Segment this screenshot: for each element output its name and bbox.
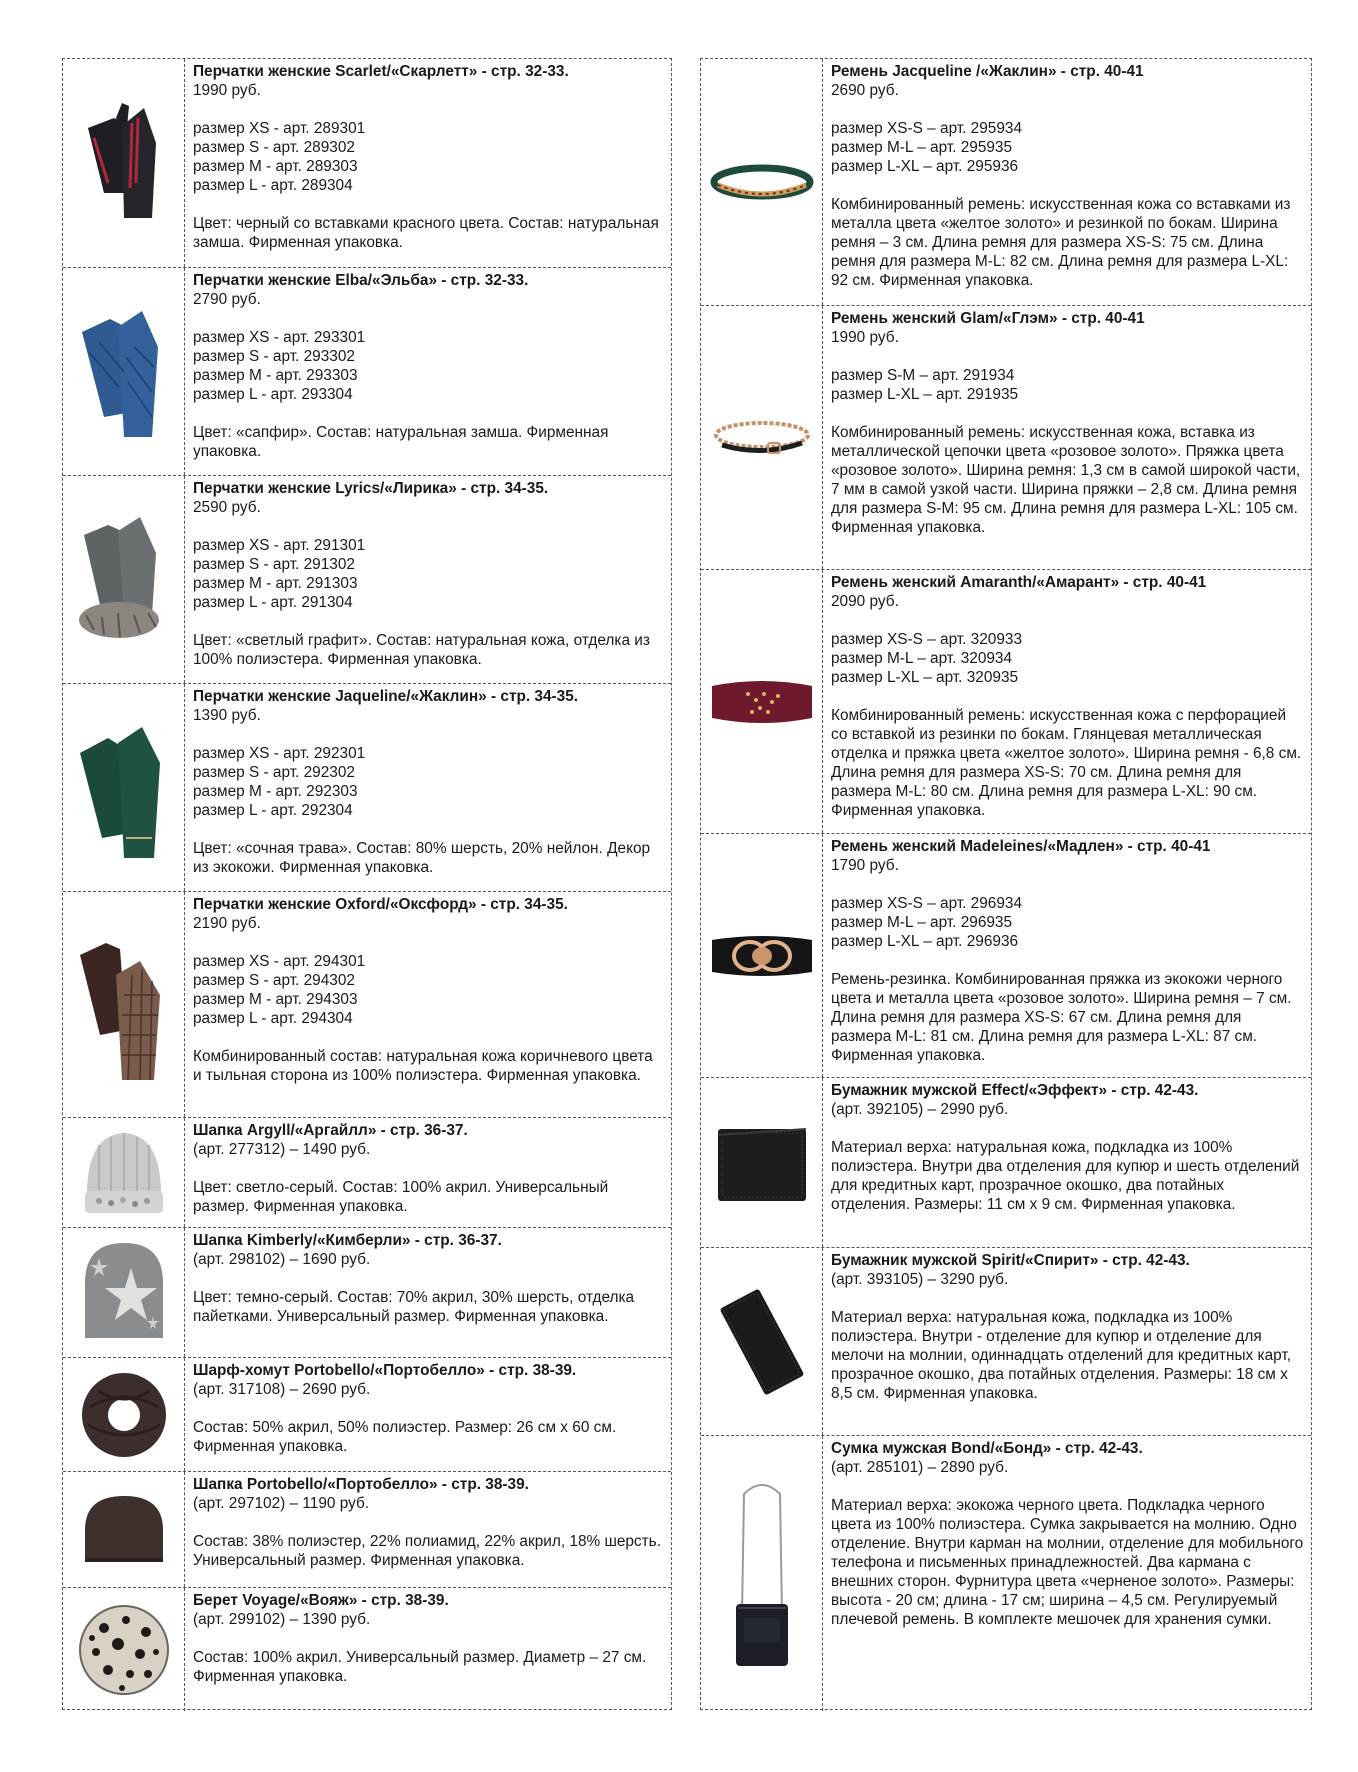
product-image-cell: [63, 59, 185, 267]
grey-leather-gloves-fur-icon: [74, 505, 174, 655]
product-title: Ремень женский Madeleines/«Мадлен» - стр. 40-41: [831, 838, 1211, 855]
right-product-column: [700, 58, 1312, 1710]
product-size: размер S - арт. 294302: [193, 972, 355, 989]
product-size: размер XS - арт. 292301: [193, 745, 366, 762]
product-size: размер M - арт. 291303: [193, 575, 358, 592]
product-image-cell: [63, 1472, 185, 1587]
product-info: [193, 62, 665, 252]
product-title: Шарф-хомут Portobello/«Портобелло» - стр. 38-39.: [193, 1362, 577, 1379]
product-title: Ремень Jacqueline /«Жаклин» - стр. 40-41: [831, 63, 1144, 80]
product-image-cell: [701, 306, 823, 569]
product-title: Перчатки женские Elba/«Эльба» - стр. 32-33.: [193, 272, 529, 289]
product-image-cell: [701, 1436, 823, 1711]
product-info: [193, 271, 665, 461]
snood-scarf-icon: [76, 1367, 172, 1463]
green-wool-gloves-icon: [74, 713, 174, 863]
product-image-cell: [701, 570, 823, 833]
product-info: [831, 573, 1305, 820]
product-price: 2790 руб.: [193, 291, 261, 308]
product-size: размер M - арт. 292303: [193, 783, 358, 800]
product-title: Шапка Kimberly/«Кимберли» - стр. 36-37.: [193, 1232, 502, 1249]
product-row: [701, 569, 1311, 833]
product-info: [193, 1231, 665, 1326]
product-image-cell: [63, 268, 185, 475]
green-gold-belt-icon: [710, 157, 814, 207]
product-price: 1390 руб.: [193, 707, 261, 724]
black-gloves-red-trim-icon: [74, 98, 174, 228]
product-size: размер L - арт. 289304: [193, 177, 353, 194]
grey-star-beanie-icon: [79, 1238, 169, 1348]
product-size: размер XS - арт. 294301: [193, 953, 366, 970]
light-grey-beanie-icon: [79, 1125, 169, 1220]
product-description: Материал верха: экокожа черного цвета. Подкладка черного цвета из 100% полиэстера. Сумка закрывается на молнию. Одно отделение. Внутри карман на молнии, отделение для мобильного телефона и письменных принадлежностей. Два кармана с внешних сторон. Фурнитура цвета «черненое золото». Размеры: высота - 20 см; длина - 17 см; ширина – 4,5 см. Регулируемый плечевой ремень. В комплекте мешочек для хранения сумки.: [831, 1497, 1304, 1628]
product-title: Бумажник мужской Effect/«Эффект» - стр. 42-43.: [831, 1082, 1199, 1099]
product-row: [63, 1357, 671, 1471]
product-description: Комбинированный ремень: искусственная кожа, вставка из металлической цепочки цвета «розовое золото». Пряжка цвета «розовое золото». Ширина ремня: 1,3 см в самой широкой части, 7 мм в самой узкой части. Ширина пряжки – 2,8 см. Длина ремня для размера S-M: 95 см. Длина ремня для размера L-XL: 105 см. Фирменная упаковка.: [831, 424, 1301, 536]
product-size: размер XS-S – арт. 320933: [831, 631, 1023, 648]
product-description: Цвет: «сочная трава». Состав: 80% шерсть, 20% нейлон. Декор из экокожи. Фирменная упаковка.: [193, 840, 651, 876]
product-description: Состав: 50% акрил, 50% полиэстер. Размер: 26 см х 60 см. Фирменная упаковка.: [193, 1419, 617, 1455]
product-size: размер M-L – арт. 296935: [831, 914, 1013, 931]
product-info: [193, 687, 665, 877]
product-row: [701, 833, 1311, 1077]
product-size: размер M-L – арт. 295935: [831, 139, 1013, 156]
product-title: Бумажник мужской Spirit/«Спирит» - стр. 42-43.: [831, 1252, 1190, 1269]
product-price: 1990 руб.: [831, 329, 899, 346]
product-price: 1790 руб.: [831, 857, 899, 874]
product-row: [63, 475, 671, 683]
product-description: Комбинированный ремень: искусственная кожа со вставками из металла цвета «желтое золото» и резинкой по бокам. Ширина ремня – 3 см. Длина ремня для размера XS-S: 75 см. Длина ремня для размера M-L: 82 см. Длина ремня для размера L-XL: 92 см. Фирменная упаковка.: [831, 196, 1291, 289]
black-bifold-wallet-icon: [712, 1121, 812, 1205]
product-size: размер S - арт. 289302: [193, 139, 355, 156]
product-info: [193, 1475, 665, 1570]
product-price: (арт. 392105) – 2990 руб.: [831, 1101, 1009, 1118]
product-price: 1990 руб.: [193, 82, 261, 99]
crossbody-bag-icon: [722, 1474, 802, 1674]
product-row: [63, 1587, 671, 1711]
product-row: [701, 1247, 1311, 1435]
product-row: [701, 1077, 1311, 1247]
product-row: [63, 1117, 671, 1227]
product-row: [701, 59, 1311, 305]
product-size: размер M - арт. 294303: [193, 991, 358, 1008]
product-info: [831, 309, 1305, 537]
product-description: Цвет: «сапфир». Состав: натуральная замша. Фирменная упаковка.: [193, 424, 609, 460]
product-image-cell: [701, 1248, 823, 1435]
product-size: размер L-XL – арт. 296936: [831, 933, 1019, 950]
product-price: (арт. 298102) – 1690 руб.: [193, 1251, 371, 1268]
product-info: [193, 1121, 665, 1216]
product-size: размер L-XL – арт. 295936: [831, 158, 1019, 175]
product-info: [193, 1591, 665, 1686]
product-info: [831, 1081, 1305, 1214]
product-row: [63, 267, 671, 475]
product-image-cell: [63, 476, 185, 683]
product-size: размер XS - арт. 289301: [193, 120, 366, 137]
product-description: Комбинированный состав: натуральная кожа коричневого цвета и тыльная сторона из 100% полиэстера. Фирменная упаковка.: [193, 1048, 653, 1084]
product-price: 2090 руб.: [831, 593, 899, 610]
product-image-cell: [701, 834, 823, 1077]
product-size: размер S - арт. 293302: [193, 348, 355, 365]
product-price: (арт. 297102) – 1190 руб.: [193, 1495, 370, 1512]
rose-gold-chain-belt-icon: [710, 413, 814, 463]
product-title: Перчатки женские Jaqueline/«Жаклин» - стр. 34-35.: [193, 688, 579, 705]
product-price: 2190 руб.: [193, 915, 261, 932]
product-size: размер XS - арт. 293301: [193, 329, 366, 346]
product-size: размер S - арт. 292302: [193, 764, 355, 781]
product-description: Цвет: черный со вставками красного цвета. Состав: натуральная замша. Фирменная упаковка.: [193, 215, 659, 251]
product-size: размер XS - арт. 291301: [193, 537, 366, 554]
product-size: размер L-XL – арт. 291935: [831, 386, 1019, 403]
product-size: размер S - арт. 291302: [193, 556, 355, 573]
product-description: Состав: 100% акрил. Универсальный размер. Диаметр – 27 см. Фирменная упаковка.: [193, 1649, 647, 1685]
product-image-cell: [701, 1078, 823, 1247]
product-row: [63, 891, 671, 1117]
product-description: Комбинированный ремень: искусственная кожа с перфорацией со вставкой из резинки по бокам. Глянцевая металлическая отделка и пряжка цвета «желтое золото». Ширина ремня - 6,8 см. Длина ремня для размера XS-S: 70 см. Длина ремня для размера M-L: 80 см. Длина ремня для размера L-XL: 90 см. Фирменная упаковка.: [831, 707, 1302, 819]
black-long-wallet-icon: [712, 1287, 812, 1397]
left-product-column: [62, 58, 672, 1710]
dark-brown-beanie-icon: [79, 1490, 169, 1570]
product-size: размер XS-S – арт. 295934: [831, 120, 1023, 137]
product-row: [63, 59, 671, 267]
product-image-cell: [701, 59, 823, 305]
product-info: [831, 62, 1305, 290]
product-info: [831, 1251, 1305, 1403]
product-price: 2590 руб.: [193, 499, 261, 516]
product-row: [63, 1471, 671, 1587]
product-image-cell: [63, 1228, 185, 1357]
product-description: Цвет: светло-серый. Состав: 100% акрил. Универсальный размер. Фирменная упаковка.: [193, 1179, 609, 1215]
product-row: [701, 305, 1311, 569]
product-description: Состав: 38% полиэстер, 22% полиамид, 22% акрил, 18% шерсть. Универсальный размер. Фирменная упаковка.: [193, 1533, 661, 1569]
product-price: (арт. 299102) – 1390 руб.: [193, 1611, 371, 1628]
product-info: [193, 1361, 665, 1456]
product-title: Перчатки женские Scarlet/«Скарлетт» - стр. 32-33.: [193, 63, 569, 80]
product-price: (арт. 393105) – 3290 руб.: [831, 1271, 1009, 1288]
product-info: [193, 895, 665, 1085]
product-size: размер M - арт. 289303: [193, 158, 358, 175]
product-description: Ремень-резинка. Комбинированная пряжка из экокожи черного цвета и металла цвета «розовое золото». Ширина ремня – 7 см. Длина ремня для размера XS-S: 67 см. Длина ремня для размера M-L: 81 см. Длина ремня для размера L-XL: 87 см. Фирменная упаковка.: [831, 971, 1292, 1064]
product-image-cell: [63, 892, 185, 1117]
burgundy-wide-belt-icon: [708, 672, 816, 732]
product-size: размер M - арт. 293303: [193, 367, 358, 384]
product-size: размер S-M – арт. 291934: [831, 367, 1015, 384]
product-size: размер L - арт. 294304: [193, 1010, 353, 1027]
product-row: [701, 1435, 1311, 1711]
product-size: размер L - арт. 291304: [193, 594, 353, 611]
product-image-cell: [63, 1358, 185, 1471]
leopard-beret-icon: [74, 1600, 174, 1700]
product-info: [831, 1439, 1305, 1629]
blue-quilted-gloves-icon: [74, 297, 174, 447]
product-size: размер XS-S – арт. 296934: [831, 895, 1023, 912]
product-title: Ремень женский Amaranth/«Амарант» - стр. 40-41: [831, 574, 1207, 591]
product-size: размер M-L – арт. 320934: [831, 650, 1013, 667]
brown-check-gloves-icon: [74, 925, 174, 1085]
product-title: Перчатки женские Lyrics/«Лирика» - стр. 34-35.: [193, 480, 549, 497]
product-row: [63, 683, 671, 891]
product-title: Шапка Argyll/«Аргайлл» - стр. 36-37.: [193, 1122, 468, 1139]
product-image-cell: [63, 1118, 185, 1227]
product-title: Перчатки женские Oxford/«Оксфорд» - стр. 34-35.: [193, 896, 568, 913]
product-description: Цвет: темно-серый. Состав: 70% акрил, 30% шерсть, отделка пайетками. Универсальный размер. Фирменная упаковка.: [193, 1289, 635, 1325]
product-description: Цвет: «светлый графит». Состав: натуральная кожа, отделка из 100% полиэстера. Фирменная упаковка.: [193, 632, 650, 668]
product-size: размер L - арт. 293304: [193, 386, 353, 403]
product-price: (арт. 277312) – 1490 руб.: [193, 1141, 371, 1158]
product-image-cell: [63, 684, 185, 891]
black-elastic-belt-icon: [708, 926, 816, 986]
product-price: 2690 руб.: [831, 82, 899, 99]
product-title: Ремень женский Glam/«Глэм» - стр. 40-41: [831, 310, 1145, 327]
product-description: Материал верха: натуральная кожа, подкладка из 100% полиэстера. Внутри два отделения для купюр и шесть отделений для кредитных карт, прозрачное окошко, два потайных отделения. Размеры: 11 см х 9 см. Фирменная упаковка.: [831, 1139, 1300, 1213]
product-title: Берет Voyage/«Вояж» - стр. 38-39.: [193, 1592, 449, 1609]
product-size: размер L - арт. 292304: [193, 802, 353, 819]
product-price: (арт. 285101) – 2890 руб.: [831, 1459, 1009, 1476]
product-info: [831, 837, 1305, 1065]
product-description: Материал верха: натуральная кожа, подкладка из 100% полиэстера. Внутри - отделение для купюр и отделение для мелочи на молнии, одиннадцать отделений для кредитных карт, прозрачное окошко, два потайных отделения. Размеры: 18 см х 8,5 см. Фирменная упаковка.: [831, 1309, 1291, 1402]
product-price: (арт. 317108) – 2690 руб.: [193, 1381, 371, 1398]
product-image-cell: [63, 1588, 185, 1711]
product-info: [193, 479, 665, 669]
product-title: Сумка мужская Bond/«Бонд» - стр. 42-43.: [831, 1440, 1143, 1457]
product-size: размер L-XL – арт. 320935: [831, 669, 1019, 686]
product-title: Шапка Portobello/«Портобелло» - стр. 38-39.: [193, 1476, 529, 1493]
product-row: [63, 1227, 671, 1357]
